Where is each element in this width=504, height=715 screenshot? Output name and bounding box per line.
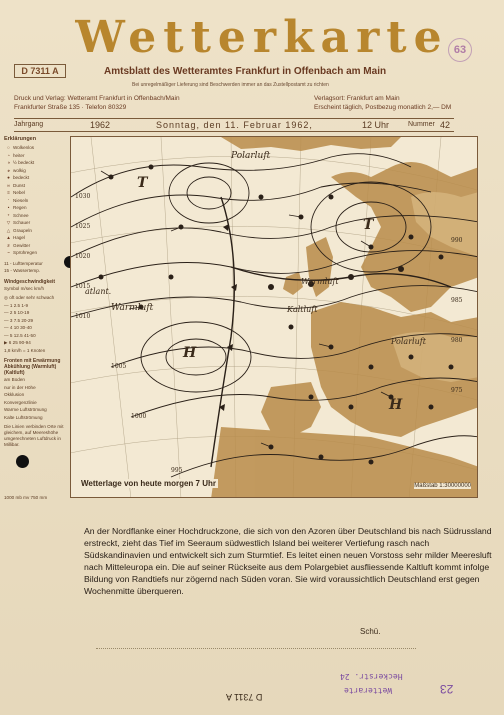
legend-symbol-icon: ●	[7, 175, 10, 180]
map-graphic	[71, 137, 478, 498]
year-label: Jahrgang	[14, 121, 44, 128]
stamp-number: 63	[448, 38, 472, 62]
isobar-label: 1000	[131, 413, 147, 420]
legend	[4, 136, 70, 500]
front-type: Okklusion	[4, 392, 25, 397]
isobar-label: 975	[451, 387, 463, 394]
legend-symbol-icon: ▲	[6, 235, 11, 240]
publisher-info	[14, 94, 180, 112]
legend-label: wolkig	[13, 167, 26, 173]
punch-hole	[16, 455, 29, 468]
legend-item	[4, 182, 70, 190]
isobar-label: 995	[171, 467, 183, 474]
legend-label: Dunst	[13, 182, 26, 188]
divider	[96, 648, 416, 649]
wind-row: ◎ oft oder sehr schwach	[4, 295, 55, 300]
air-mass-label: Kaltluft	[287, 305, 318, 314]
legend-item	[4, 189, 70, 197]
air-mass-label: Polarluft	[391, 337, 426, 346]
legend-label: ½ bedeckt	[13, 160, 35, 165]
legend-symbol-icon: ≡	[7, 190, 10, 195]
legend-symbol-icon: ○	[7, 145, 10, 150]
legend-label: Nebel	[13, 190, 26, 195]
publisher-line: Frankfurter Straße 135 · Telefon 80329	[14, 104, 127, 111]
forecast-text: An der Nordflanke einer Hochdruckzone, die sich von den Azoren über Deutschland bis nach Südrussland erstreckt, zieht das Tief im Seeraum südwestlich Island bei weiterer Vertiefung rasch nach Südskandinavien und entwickelt sich zum Sturmtief. Es leitet einen neuen Vorstoss sehr milder Meeresluft nach Mitteleuropa ein. Die auf seiner Rückseite aus dem Polargebiet ausfliessende Kaltluft kommt infolge Bildung von Randtiefs nur zögernd nach Süden voran. Sie wird voraussichtlich Deutschland erst gegen Wochenmitte überqueren.	[84, 526, 492, 596]
pressure-scale: 1000 mb mv 750 mm	[4, 495, 48, 500]
legend-item	[4, 174, 70, 182]
air-mass-label: Warmluft	[301, 277, 339, 286]
legend-label: Regen	[13, 205, 27, 210]
legend-item	[4, 167, 70, 175]
isobar-note: Die Linien verbinden Orte mit gleichem, auf Meereshöhe umgerechneten Luftdruck in Millibar.	[4, 424, 64, 447]
legend-items	[4, 144, 70, 257]
wind-row: — 2 5 10-19	[4, 310, 30, 315]
legend-item	[4, 197, 70, 205]
legend-symbol-icon: •	[7, 205, 10, 210]
isobar-label: 1015	[75, 283, 91, 290]
legend-item	[4, 234, 70, 242]
wind-note: 1,8 km/h = 1 Knoten	[4, 347, 46, 353]
legend-symbol-icon: ◑	[7, 160, 10, 165]
delivery-notice: Bei unregelmäßiger Lieferung sind Beschwerden immer an das Zustellpostamt zu richten	[132, 82, 329, 88]
air-label: Warme Luftströmung	[4, 407, 47, 412]
legend-label: Sprühregen	[13, 250, 38, 255]
wind-row: ▶ 6 25 90-94	[4, 340, 31, 345]
legend-symbol-icon: ~	[7, 250, 10, 255]
subtitle: Amtsblatt des Wetteramtes Frankfurt in Offenbach am Main	[104, 66, 387, 77]
map-caption: Wetterlage von heute morgen 7 Uhr	[81, 479, 216, 488]
pressure-center-low: T	[363, 217, 374, 233]
legend-item	[4, 204, 70, 212]
number-label: Nummer	[408, 121, 435, 128]
address-stamp-line: Wetterarte	[344, 686, 393, 695]
publication-line: Verlagsort: Frankfurt am Main	[314, 95, 400, 102]
wind-row: — 5 12.5 41-50	[4, 332, 36, 338]
legend-temp: 11 - Lufttemperatur	[4, 260, 43, 266]
dateline	[14, 118, 454, 132]
legend-item	[4, 152, 70, 160]
legend-label: Schnee	[13, 212, 29, 218]
legend-label: heiter	[13, 152, 25, 158]
code-rotated: D 7311 A	[226, 692, 263, 702]
issue-time: 12 Uhr	[362, 120, 390, 130]
wind-header: Symbol m/sec km/h	[4, 285, 45, 291]
legend-symbol-icon: ◔	[7, 152, 10, 158]
issue-number: 42	[440, 120, 451, 130]
isobar-label: 1005	[111, 363, 127, 370]
legend-symbol-icon: ’	[7, 197, 10, 203]
legend-symbol-icon: ▽	[6, 220, 11, 225]
publication-line: Erscheint täglich, Postbezug monatlich 2,— DM	[314, 104, 452, 111]
legend-item	[4, 144, 70, 152]
legend-item	[4, 242, 70, 250]
isobar-label: 985	[451, 297, 463, 304]
air-mass-label: Warmluft	[111, 303, 154, 313]
front-type: am Boden	[4, 377, 25, 382]
address-stamp-line: Heckerstr. 24	[340, 672, 403, 681]
isobar-label: 1020	[75, 253, 91, 260]
map-scale: Maßstab 1:30000000	[414, 483, 471, 489]
legend-item	[4, 219, 70, 227]
issue-date: Sonntag, den 11. Februar 1962,	[156, 120, 313, 130]
pressure-center-high: H	[183, 345, 197, 361]
front-type: nur in der Höhe	[4, 384, 36, 390]
wind-title: Windgeschwindigkeit	[4, 278, 56, 285]
fronts-list	[4, 376, 70, 406]
wind-row: — 3 7.5 20-29	[4, 317, 34, 323]
stamp-number-rotated: 23	[440, 682, 454, 696]
forecaster-signature: Schü.	[360, 627, 381, 636]
pressure-center-high: H	[389, 397, 403, 413]
wind-rows	[4, 294, 70, 347]
isobar-label: 1030	[75, 193, 91, 200]
publication-info	[314, 94, 451, 112]
legend-label: Graupeln	[13, 227, 32, 233]
pressure-center-low: T	[137, 175, 148, 191]
isobar-label: 980	[451, 337, 463, 344]
wind-row: — 4 10 30-40	[4, 325, 32, 330]
legend-symbol-icon: ∞	[6, 182, 11, 188]
wind-row: — 1 2.5 1-9	[4, 302, 29, 308]
year-value: 1962	[90, 120, 111, 130]
legend-label: Hagel	[13, 235, 26, 240]
air-mass-label: Polarluft	[231, 151, 271, 161]
legend-label: Schauer	[13, 220, 31, 225]
legend-symbol-icon: ƶ	[7, 242, 10, 248]
legend-item	[4, 159, 70, 167]
legend-title: Erklärungen	[4, 136, 37, 142]
weather-map	[70, 136, 478, 498]
legend-label: Wolkenlos	[13, 145, 35, 150]
legend-label: bedeckt	[13, 175, 30, 180]
legend-item	[4, 249, 70, 257]
fronts-title: Fronten mit Erwärmung Abkühlung (Warmluft) (Kaltluft)	[4, 358, 61, 376]
legend-item	[4, 212, 70, 220]
legend-item	[4, 227, 70, 235]
legend-symbol-icon: △	[6, 227, 11, 233]
air-label: Kalte Luftströmung	[4, 414, 43, 420]
front-type: Konvergenzlinie	[4, 399, 37, 405]
legend-label: Nieseln	[13, 197, 29, 203]
isobar-label: 1025	[75, 223, 91, 230]
air-mass-label: atlant.	[85, 287, 112, 296]
legend-temp: 15 - Wassertemp.	[4, 268, 41, 273]
isobar-label: 990	[451, 237, 463, 244]
legend-label: Gewitter	[13, 242, 31, 248]
publisher-line: Druck und Verlag: Wetteramt Frankfurt in Offenbach/Main	[14, 95, 180, 102]
page-title: Wetterkarte	[75, 12, 449, 63]
publication-code: D 7311 A	[14, 64, 66, 78]
masthead	[72, 14, 452, 66]
isobar-label: 1010	[75, 313, 91, 320]
legend-symbol-icon: *	[7, 212, 10, 218]
legend-symbol-icon: ◕	[7, 167, 10, 173]
